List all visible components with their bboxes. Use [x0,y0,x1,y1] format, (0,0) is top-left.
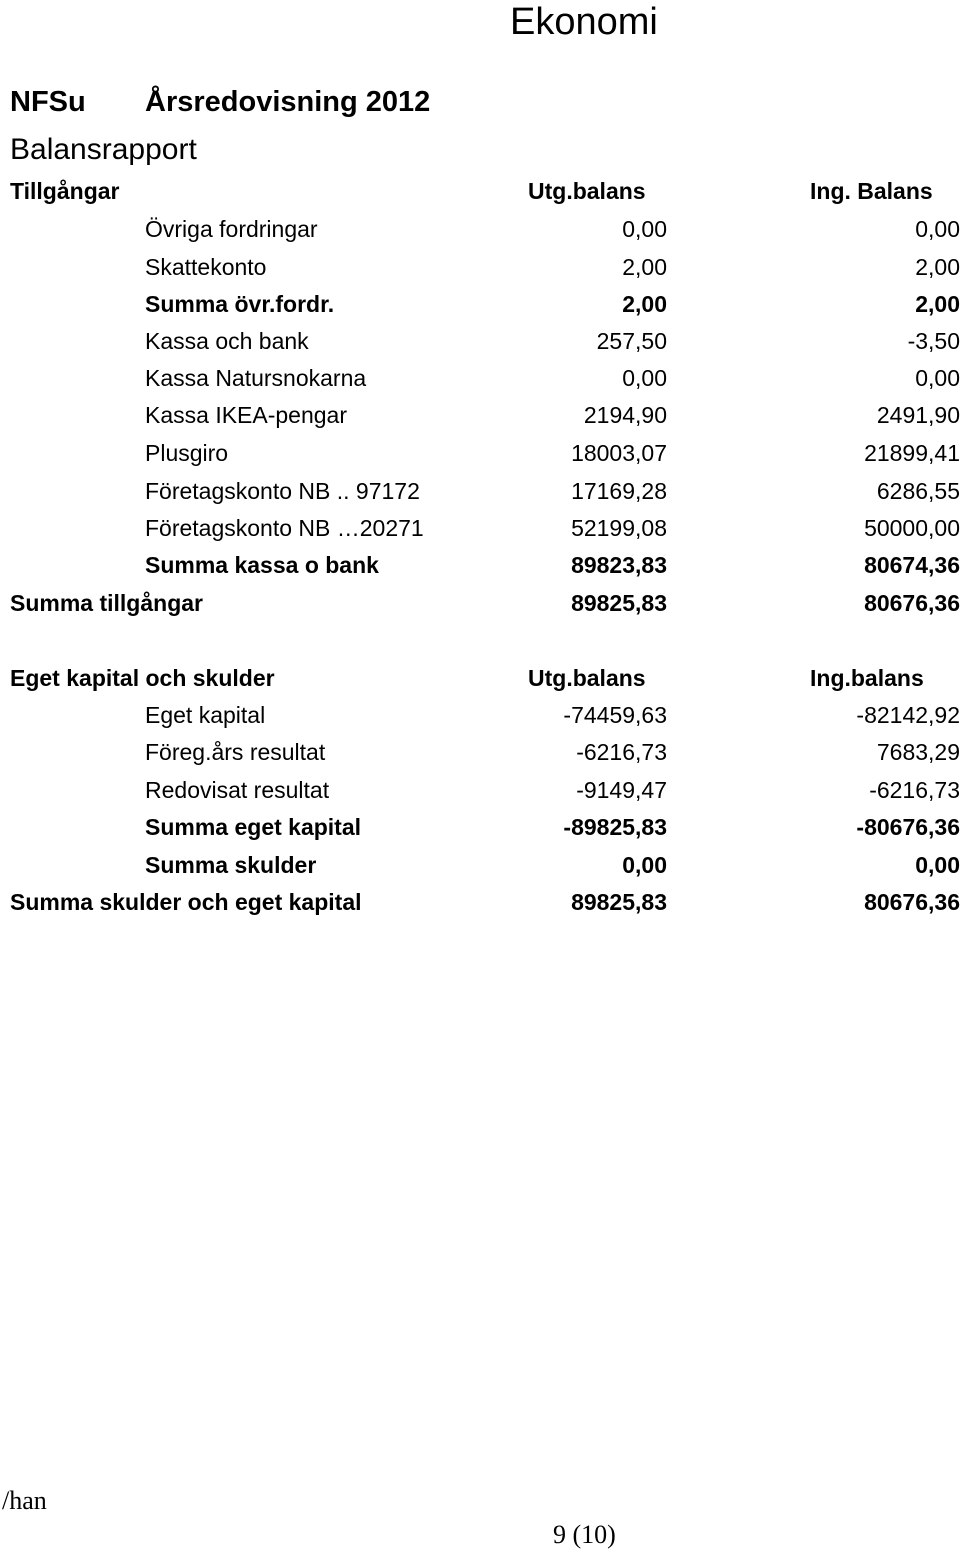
total-row [0,883,960,921]
table-row [0,396,960,434]
row-label: Företagskonto NB …20271 [145,515,424,541]
table-row [0,509,960,547]
page-number: 9 (10) [553,1520,616,1549]
row-value-ing: 2491,90 [876,402,960,428]
total-row [0,584,960,622]
table-row [0,322,960,360]
page-heading: Ekonomi [510,1,658,43]
row-value-ing: 2,00 [915,291,960,317]
table-row [0,733,960,771]
row-label: Föreg.års resultat [145,739,326,765]
row-value-ing: 2,00 [915,254,960,280]
row-label: Redovisat resultat [145,777,330,803]
row-value-ing: 0,00 [915,216,960,242]
report-subtitle: Balansrapport [10,133,197,166]
row-label: Summa skulder [145,852,317,878]
row-value-ing: -6216,73 [869,777,960,803]
column-header-utg: Utg.balans [528,665,646,691]
table-row [0,248,960,286]
assets-header-row [0,172,960,210]
row-value-utg: 18003,07 [571,440,667,466]
table-row [0,696,960,734]
row-label: Företagskonto NB .. 97172 [145,478,420,504]
row-label: Summa kassa o bank [145,552,379,578]
row-value-utg: -6216,73 [576,739,667,765]
row-value-utg: -9149,47 [576,777,667,803]
liabilities-header-row [0,659,960,697]
row-value-ing: -80676,36 [856,814,960,840]
row-value-utg: 0,00 [622,216,667,242]
row-label: Övriga fordringar [145,216,318,242]
row-value-utg: 0,00 [622,852,667,878]
assets-header-label: Tillgångar [10,178,120,204]
row-value-ing: 21899,41 [864,440,960,466]
footer-author-initials: /han [2,1486,47,1515]
row-value-ing: 0,00 [915,852,960,878]
row-label: Eget kapital [145,702,266,728]
report-title: Årsredovisning 2012 [145,86,431,118]
row-value-utg: -74459,63 [563,702,667,728]
row-value-utg: 2,00 [622,254,667,280]
table-row [0,359,960,397]
row-label: Kassa IKEA-pengar [145,402,348,428]
row-label: Summa skulder och eget kapital [10,889,362,915]
row-label: Plusgiro [145,440,229,466]
row-value-utg: 89825,83 [571,889,667,915]
row-value-ing: -3,50 [907,328,960,354]
table-row [0,771,960,809]
subtotal-row [0,846,960,884]
row-value-ing: 50000,00 [864,515,960,541]
row-value-ing: 80674,36 [864,552,960,578]
organization-name: NFSu [10,86,86,118]
row-label: Summa tillgångar [10,590,203,616]
row-value-ing: 80676,36 [864,590,960,616]
row-label: Summa eget kapital [145,814,362,840]
row-value-ing: 7683,29 [876,739,960,765]
subtotal-row [0,285,960,323]
row-value-utg: 0,00 [622,365,667,391]
row-value-ing: -82142,92 [856,702,960,728]
row-value-ing: 0,00 [915,365,960,391]
row-value-utg: -89825,83 [563,814,667,840]
column-header-ing: Ing.balans [810,665,924,691]
row-value-ing: 6286,55 [876,478,960,504]
row-value-utg: 2194,90 [583,402,667,428]
row-value-utg: 52199,08 [571,515,667,541]
row-value-utg: 17169,28 [571,478,667,504]
table-row [0,210,960,248]
column-header-utg: Utg.balans [528,178,646,204]
subtotal-row [0,546,960,584]
row-value-utg: 89825,83 [571,590,667,616]
row-label: Summa övr.fordr. [145,291,335,317]
subtotal-row [0,808,960,846]
row-value-ing: 80676,36 [864,889,960,915]
row-value-utg: 89823,83 [571,552,667,578]
table-row [0,434,960,472]
row-label: Kassa Natursnokarna [145,365,367,391]
row-label: Kassa och bank [145,328,309,354]
row-value-utg: 257,50 [596,328,667,354]
column-header-ing: Ing. Balans [810,178,933,204]
liabilities-header-label: Eget kapital och skulder [10,665,275,691]
row-label: Skattekonto [145,254,267,280]
row-value-utg: 2,00 [622,291,667,317]
table-row [0,472,960,510]
